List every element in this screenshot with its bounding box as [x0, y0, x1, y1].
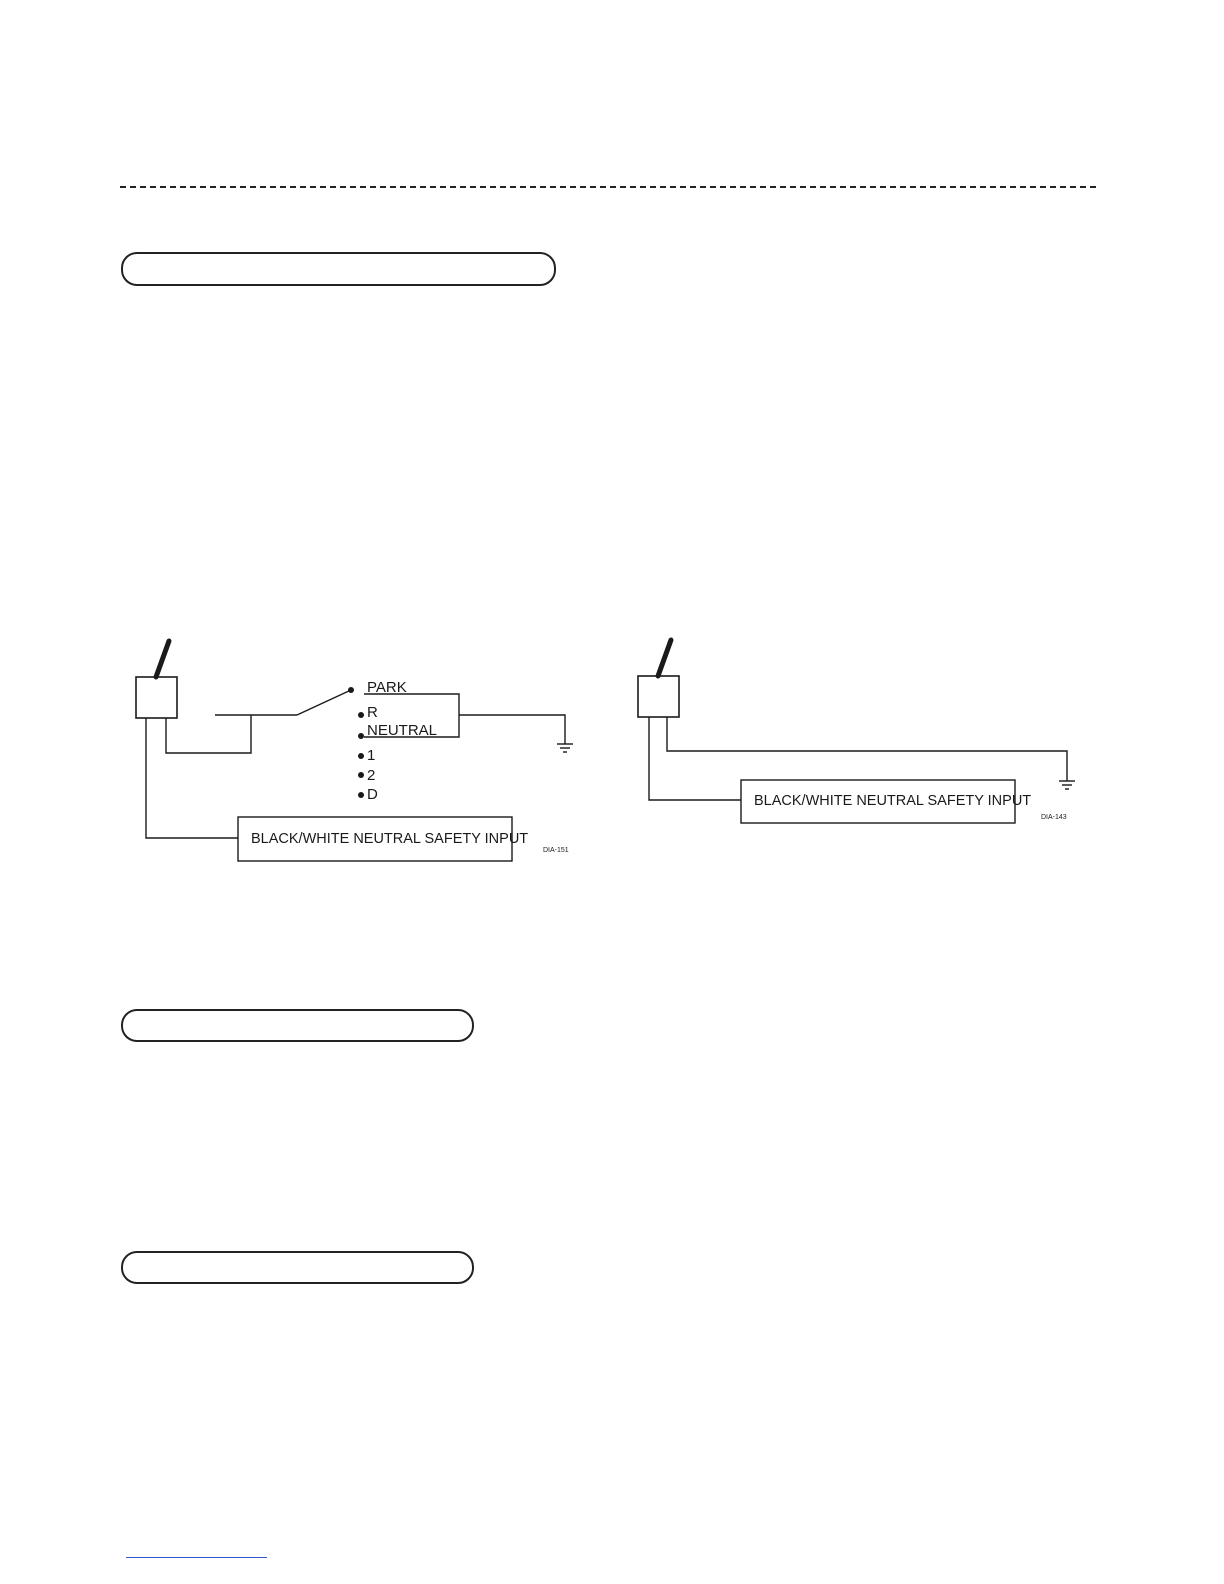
- position-label-d: D: [367, 786, 378, 803]
- wire-to-input: [146, 718, 238, 838]
- contact-dot-1: [358, 753, 364, 759]
- input-label-right: BLACK/WHITE NEUTRAL SAFETY INPUT: [754, 793, 1032, 809]
- toggle-switch-icon: [638, 640, 679, 717]
- position-label-neutral: NEUTRAL: [367, 722, 438, 739]
- toggle-switch-icon: [136, 641, 177, 718]
- contact-dot-2: [358, 772, 364, 778]
- position-label-park: PARK: [367, 679, 407, 696]
- diagram-left: [136, 641, 573, 861]
- footer-link-underline[interactable]: [126, 1557, 267, 1558]
- selector-arm: [297, 690, 351, 715]
- figure-tag-right: DIA-143: [1041, 814, 1067, 821]
- wire-switch-to-selector: [166, 715, 251, 753]
- contact-dot-r: [358, 712, 364, 718]
- ground-icon: [1059, 781, 1075, 789]
- position-label-r: R: [367, 704, 378, 721]
- wire-to-ground: [667, 717, 1067, 781]
- contact-dot-d: [358, 792, 364, 798]
- selector-contacts: [348, 687, 364, 798]
- contact-dot-neutral: [358, 733, 364, 739]
- wire-to-input: [649, 717, 741, 800]
- position-label-2: 2: [367, 767, 376, 784]
- input-label-left: BLACK/WHITE NEUTRAL SAFETY INPUT: [251, 831, 529, 847]
- figure-tag-left: DIA-151: [543, 847, 569, 854]
- wire-to-ground: [459, 715, 565, 744]
- position-label-1: 1: [367, 747, 376, 764]
- contact-dot-park: [348, 687, 354, 693]
- ground-icon: [557, 744, 573, 752]
